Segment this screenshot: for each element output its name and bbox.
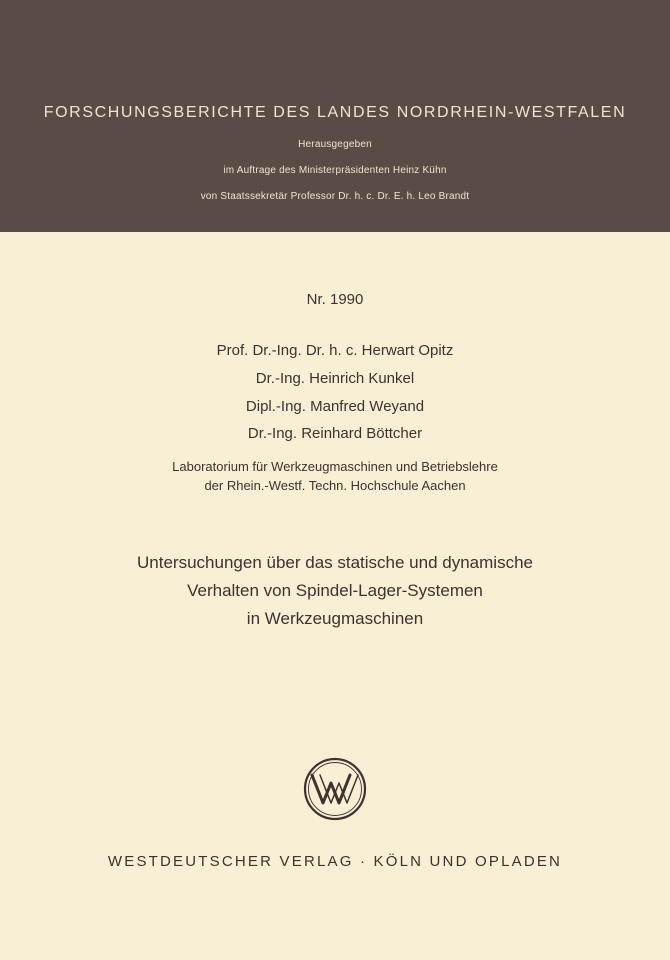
author-name: Dr.-Ing. Heinrich Kunkel <box>255 370 415 387</box>
author-name: Prof. Dr.-Ing. Dr. h. c. Herwart Opitz <box>216 342 454 359</box>
author-name: Dipl.-Ing. Manfred Weyand <box>245 398 425 415</box>
series-title: FORSCHUNGSBERICHTE DES LANDES NORDRHEIN-WESTFALEN <box>43 104 627 121</box>
editor-line: im Auftrage des Ministerpräsidenten Heinz Kühn <box>223 165 447 176</box>
publisher-name: WESTDEUTSCHER VERLAG · KÖLN UND OPLADEN <box>107 853 563 870</box>
volume-number: Nr. 1990 <box>306 291 364 308</box>
editor-line: von Staatssekretär Professor Dr. h. c. Dr. E. h. Leo Brandt <box>200 191 470 202</box>
book-title-line: in Werkzeugmaschinen <box>246 609 424 628</box>
institution-line: Laboratorium für Werkzeugmaschinen und Betriebslehre <box>172 459 498 474</box>
header-band <box>0 0 670 232</box>
editor-line: Herausgegeben <box>298 139 372 150</box>
publisher-ww-logo-icon <box>302 756 368 822</box>
book-title-line: Verhalten von Spindel-Lager-Systemen <box>187 581 483 600</box>
book-title-line: Untersuchungen über das statische und dynamische <box>137 553 533 572</box>
author-name: Dr.-Ing. Reinhard Böttcher <box>247 425 423 442</box>
institution-line: der Rhein.-Westf. Techn. Hochschule Aachen <box>204 478 466 493</box>
